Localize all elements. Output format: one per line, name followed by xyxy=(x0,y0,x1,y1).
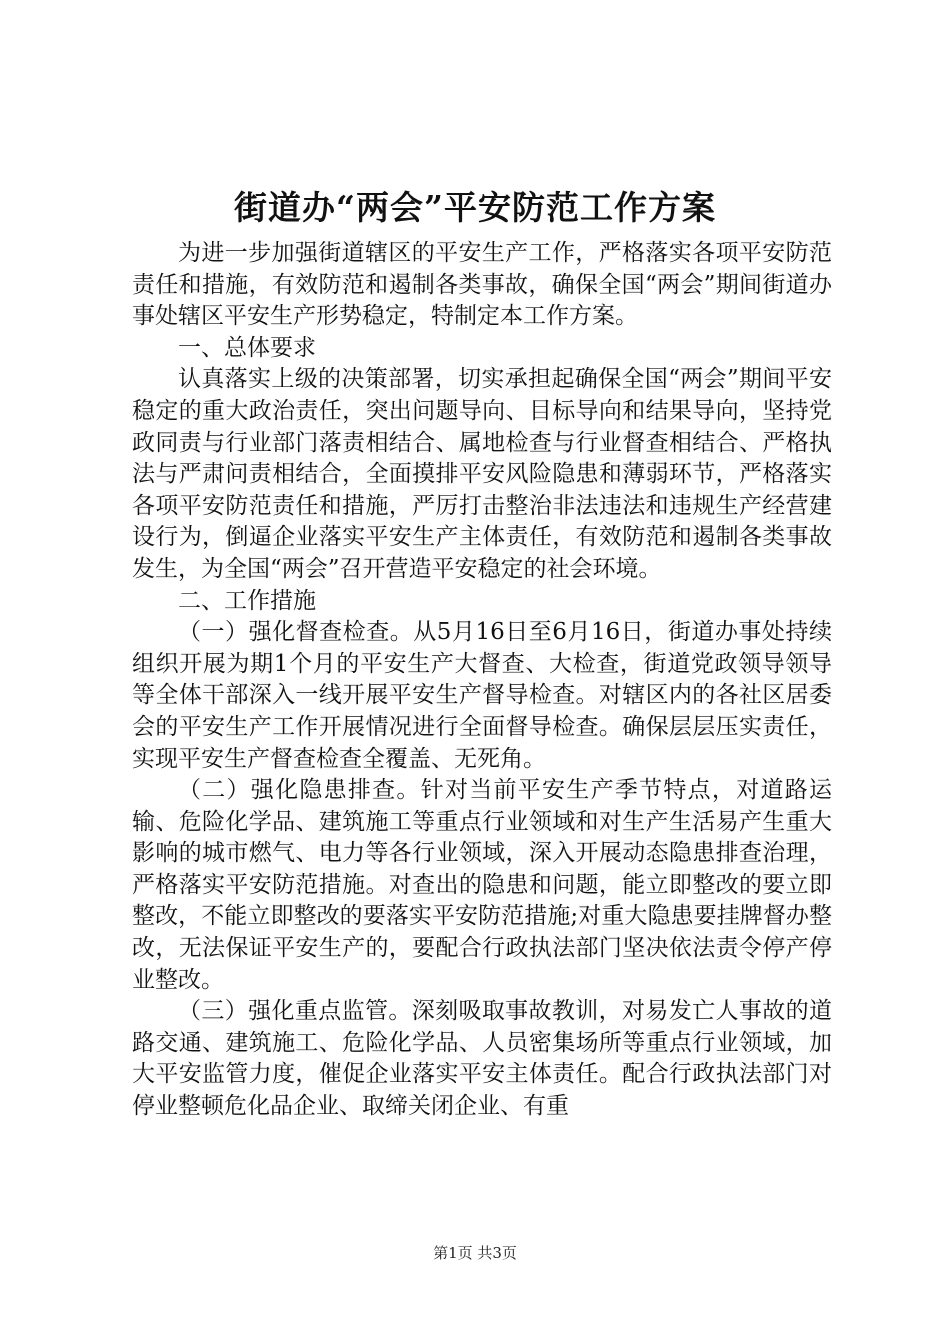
section-heading-general-requirements: 一、总体要求 xyxy=(178,334,316,361)
intro-paragraph: 为进一步加强街道辖区的平安生产工作，严格落实各项平安防范责任和措施，有效防范和遏制各类事故，确保全国“两会”期间街道办事处辖区平安生产形势稳定，特制定本工作方案。 xyxy=(132,240,832,330)
measure-2-paragraph: （二）强化隐患排查。针对当前平安生产季节特点，对道路运输、危险化学品、建筑施工等重点行业领域和对生产生活易产生重大影响的城市燃气、电力等各行业领域，深入开展动态隐患排查治理，严格落实平安防范措施。对查出的隐患和问题，能立即整改的要立即整改，不能立即整改的要落实平安防范措施;对重大隐患要挂牌督办整改，无法保证平安生产的，要配合行政执法部门坚决依法责令停产停业整改。 xyxy=(132,777,832,993)
document-body xyxy=(132,238,832,1123)
document-title: 街道办“两会”平安防范工作方案 xyxy=(234,188,716,227)
page-footer: 第1页 共3页 xyxy=(433,1244,517,1262)
measure-3-paragraph: （三）强化重点监管。深刻吸取事故教训，对易发亡人事故的道路交通、建筑施工、危险化学品、人员密集场所等重点行业领域，加大平安监管力度，催促企业落实平安主体责任。配合行政执法部门对停业整顿危化品企业、取缔关闭企业、有重 xyxy=(132,998,832,1120)
general-requirements-paragraph: 认真落实上级的决策部署，切实承担起确保全国“两会”期间平安稳定的重大政治责任，突出问题导向、目标导向和结果导向，坚持党政同责与行业部门落责相结合、属地检查与行业督查相结合、严格执法与严肃问责相结合，全面摸排平安风险隐患和薄弱环节，严格落实各项平安防范责任和措施，严厉打击整治非法违法和违规生产经营建设行为，倒逼企业落实平安生产主体责任，有效防范和遏制各类事故发生，为全国“两会”召开营造平安稳定的社会环境。 xyxy=(132,366,832,582)
measure-1-paragraph: （一）强化督查检查。从5月16日至6月16日，街道办事处持续组织开展为期1个月的平安生产大督查、大检查，街道党政领导领导等全体干部深入一线开展平安生产督导检查。对辖区内的各社区居委会的平安生产工作开展情况进行全面督导检查。确保层层压实责任，实现平安生产督查检查全覆盖、无死角。 xyxy=(132,619,832,772)
section-heading-work-measures: 二、工作措施 xyxy=(178,587,316,614)
